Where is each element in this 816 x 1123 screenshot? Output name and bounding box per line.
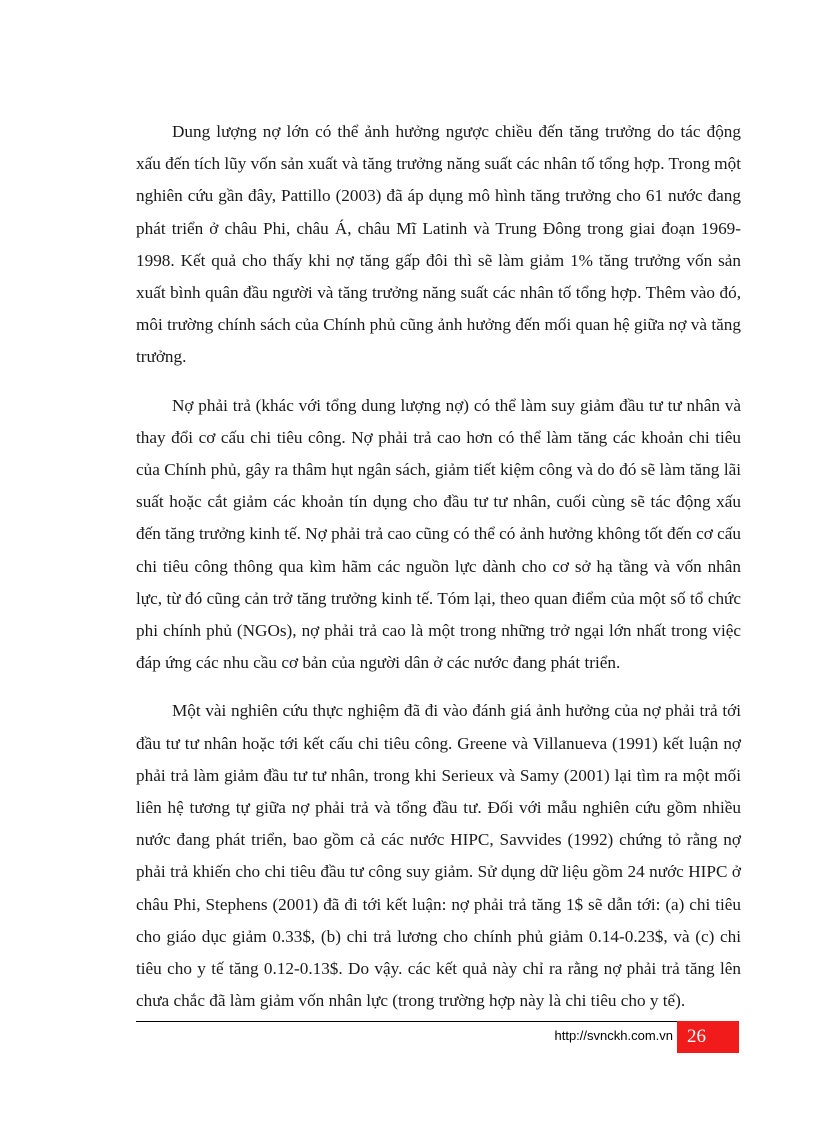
body-paragraph-2: Nợ phải trả (khác với tổng dung lượng nợ) có thể làm suy giảm đầu tư tư nhân và thay đổi cơ cấu chi tiêu công. Nợ phải trả cao hơn có thể làm tăng các khoản chi tiêu của Chính phủ, gây ra thâm hụt ngân sách, giảm tiết kiệm công và do đó sẽ làm tăng lãi suất hoặc cắt giảm các khoản tín dụng cho đầu tư tư nhân, cuối cùng sẽ tác động xấu đến tăng trưởng kinh tế. Nợ phải trả cao cũng có thể có ảnh hưởng không tốt đến cơ cấu chi tiêu công thông qua kìm hãm các nguồn lực dành cho cơ sở hạ tầng và vốn nhân lực, từ đó cũng cản trở tăng trưởng kinh tế. Tóm lại, theo quan điểm của một số tổ chức phi chính phủ (NGOs), nợ phải trả cao là một trong những trở ngại lớn nhất trong việc đáp ứng các nhu cầu cơ bản của người dân ở các nước đang phát triển. xyxy=(136,395,741,673)
body-paragraph-1: Dung lượng nợ lớn có thể ảnh hưởng ngược chiều đến tăng trưởng do tác động xấu đến tích lũy vốn sản xuất và tăng trưởng năng suất các nhân tố tổng hợp. Trong một nghiên cứu gần đây, Pattillo (2003) đã áp dụng mô hình tăng trưởng cho 61 nước đang phát triển ở châu Phi, châu Á, châu Mĩ Latinh và Trung Đông trong giai đoạn 1969-1998. Kết quả cho thấy khi nợ tăng gấp đôi thì sẽ làm giảm 1% tăng trưởng vốn sản xuất bình quân đầu người và tăng trưởng năng suất các nhân tố tổng hợp. Thêm vào đó, môi trường chính sách của Chính phủ cũng ảnh hưởng đến mối quan hệ giữa nợ và tăng trưởng. xyxy=(136,122,741,367)
body-paragraph-3: Một vài nghiên cứu thực nghiệm đã đi vào đánh giá ảnh hưởng của nợ phải trả tới đầu tư tư nhân hoặc tới kết cấu chi tiêu công. Greene và Villanueva (1991) kết luận nợ phải trả làm giảm đầu tư tư nhân, trong khi Serieux và Samy (2001) lại tìm ra một mối liên hệ tương tự giữa nợ phải trả và tổng đầu tư. Đối với mẫu nghiên cứu gồm nhiều nước đang phát triển, bao gồm cả các nước HIPC, Savvides (1992) chứng tỏ rằng nợ phải trả khiến cho chi tiêu đầu tư công suy giảm. Sử dụng dữ liệu gồm 24 nước HIPC ở châu Phi, Stephens (2001) đã đi tới kết luận: nợ phải trả tăng 1$ sẽ dẫn tới: (a) chi tiêu cho giáo dục giảm 0.33$, (b) chi trả lương cho chính phủ giảm 0.14-0.23$, và (c) chi tiêu cho y tế tăng 0.12-0.13$. Do vậy. các kết quả này chỉ ra rằng nợ phải trả tăng lên chưa chắc đã làm giảm vốn nhân lực (trong trường hợp này là chi tiêu cho y tế). xyxy=(136,701,741,1011)
footer-url[interactable]: http://svnckh.com.vn xyxy=(554,1028,673,1043)
document-body xyxy=(136,116,741,1033)
page-number-badge: 26 xyxy=(677,1021,739,1053)
footer-divider xyxy=(136,1021,739,1022)
